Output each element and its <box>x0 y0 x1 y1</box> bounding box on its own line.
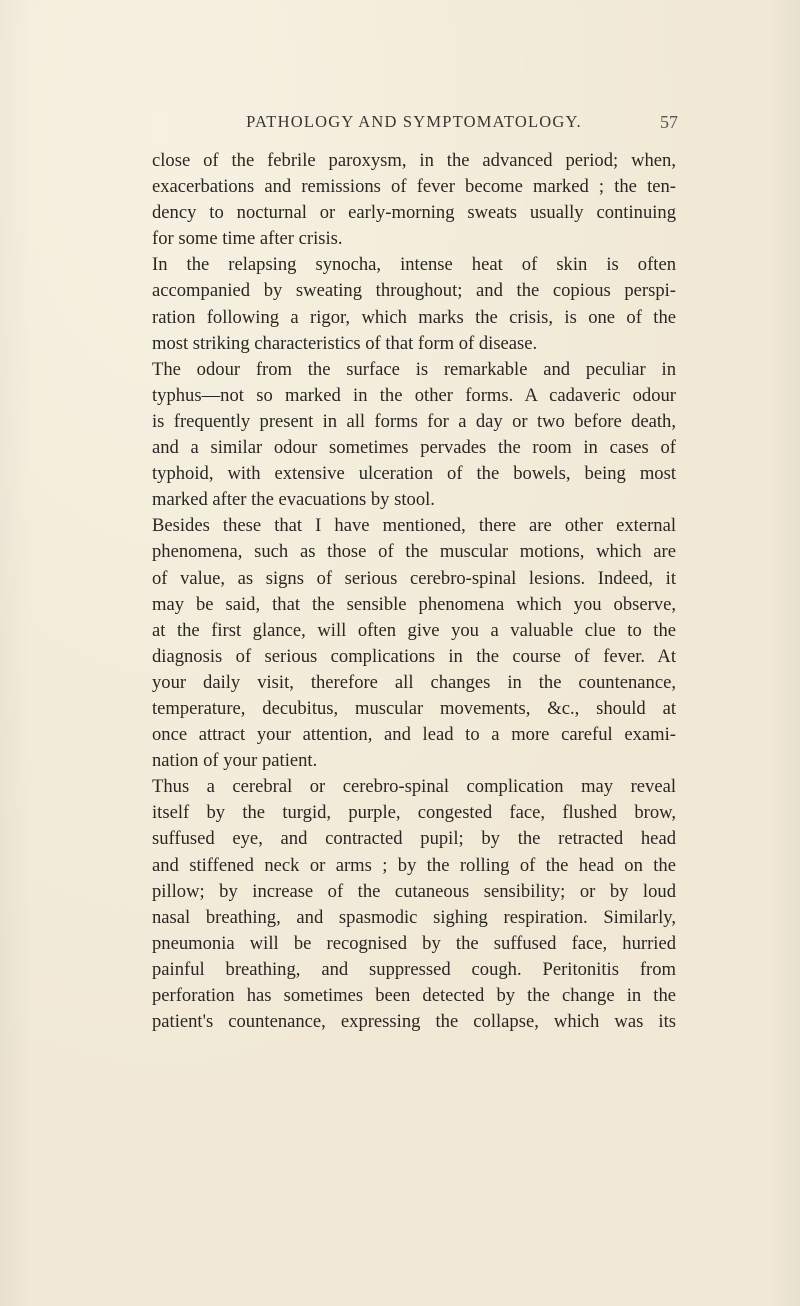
text-line: temperature, decubitus, muscular movements, &c., should at <box>152 697 676 719</box>
text-line: phenomena, such as those of the muscular motions, which are <box>152 541 676 563</box>
text-line: accompanied by sweating throughout; and the copious perspi- <box>152 280 676 302</box>
text-line: pneumonia will be recognised by the suffused face, hurried <box>152 932 676 954</box>
text-line: painful breathing, and suppressed cough. Peritonitis from <box>152 958 676 980</box>
text-line: your daily visit, therefore all changes in the countenance, <box>152 671 676 693</box>
text-line: marked after the evacuations by stool. <box>152 489 435 511</box>
page-title: PATHOLOGY AND SYMPTOMATOLOGY. <box>246 112 582 131</box>
text-line: for some time after crisis. <box>152 228 343 250</box>
text-line: once attract your attention, and lead to a more careful exami- <box>152 724 676 746</box>
text-line: exacerbations and remissions of fever become marked ; the ten- <box>152 176 676 198</box>
text-line: Thus a cerebral or cerebro-spinal complication may reveal <box>152 776 676 798</box>
text-line: and a similar odour sometimes pervades the room in cases of <box>152 437 676 459</box>
text-line: typhus—not so marked in the other forms. A cadaveric odour <box>152 384 676 406</box>
text-line: at the first glance, will often give you a valuable clue to the <box>152 619 676 641</box>
text-line: pillow; by increase of the cutaneous sensibility; or by loud <box>152 880 676 902</box>
text-line: patient's countenance, expressing the collapse, which was its <box>152 1011 676 1033</box>
text-line: ration following a rigor, which marks the crisis, is one of the <box>152 306 676 328</box>
text-line: In the relapsing synocha, intense heat of skin is often <box>152 254 676 276</box>
text-line: Besides these that I have mentioned, there are other external <box>152 515 676 537</box>
text-line: of value, as signs of serious cerebro-spinal lesions. Indeed, it <box>152 567 676 589</box>
text-line: may be said, that the sensible phenomena which you observe, <box>152 593 676 615</box>
text-line: most striking characteristics of that form of disease. <box>152 332 538 354</box>
text-line: itself by the turgid, purple, congested face, flushed brow, <box>152 802 676 824</box>
text-line: is frequently present in all forms for a day or two before death, <box>152 410 676 432</box>
text-line: close of the febrile paroxysm, in the advanced period; when, <box>152 150 676 171</box>
body-text <box>152 148 676 1035</box>
text-line: and stiffened neck or arms ; by the rolling of the head on the <box>152 854 676 876</box>
text-line: suffused eye, and contracted pupil; by the retracted head <box>152 828 676 850</box>
running-head <box>152 112 676 136</box>
text-line: dency to nocturnal or early-morning sweats usually continuing <box>152 202 676 224</box>
text-line: diagnosis of serious complications in the course of fever. At <box>152 645 676 667</box>
text-line: The odour from the surface is remarkable and peculiar in <box>152 358 676 380</box>
text-line: perforation has sometimes been detected by the change in the <box>152 985 676 1006</box>
text-line: nation of your patient. <box>152 750 318 772</box>
text-line: typhoid, with extensive ulceration of the bowels, being most <box>152 463 676 485</box>
page-number: 57 <box>660 112 678 132</box>
text-line: nasal breathing, and spasmodic sighing respiration. Similarly, <box>152 906 676 928</box>
